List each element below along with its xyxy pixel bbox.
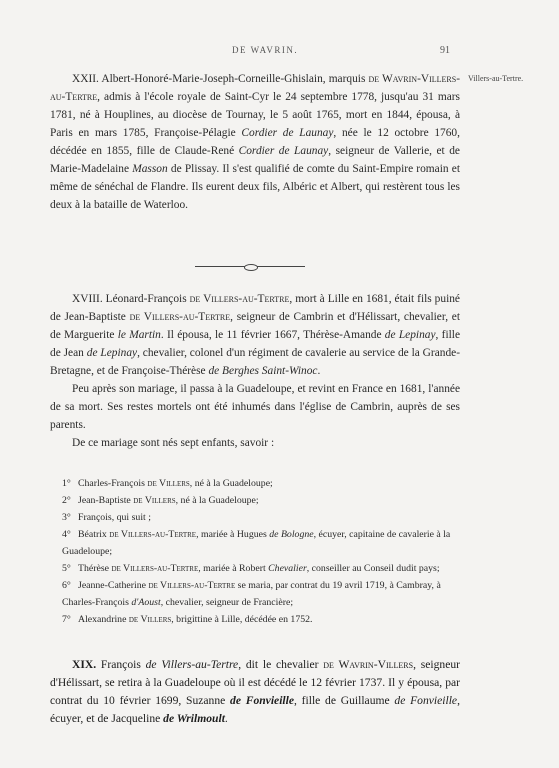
entry-xix	[50, 656, 460, 728]
entry-xviii-paragraph: XVIII. Léonard-François de Villers-au-Tertre, mort à Lille en 1681, était fils puiné de Jean-Baptiste de Villers-au-Tertre, seigneur de Cambrin et d'Hélissart, chevalier, et de Marguerite le Martin. Il épousa, le 11 février 1667, Thérèse-Amande de Lepinay, fille de Jean de Lepinay, chevalier, colonel d'un régiment de cavalerie au service de la Grande-Bretagne, et de Françoise-Thérèse de Berghes Saint-Winoc.	[50, 293, 461, 377]
page-number: 91	[440, 45, 450, 56]
list-item: 7° Alexandrine de Villers, brigittine à Lille, décédée en 1752.	[62, 614, 313, 625]
ornamental-divider	[195, 264, 305, 270]
list-item: 4° Béatrix de Villers-au-Tertre, mariée à Hugues de Bologne, écuyer, capitaine de cavalerie à la Guadeloupe;	[62, 529, 451, 557]
entry-xviii-paragraph-3: De ce mariage sont nés sept enfants, savoir :	[72, 437, 275, 449]
list-item: 2° Jean-Baptiste de Villers, né à la Guadeloupe;	[62, 495, 259, 506]
entry-xix-paragraph: XIX. François de Villers-au-Tertre, dit le chevalier de Wavrin-Villers, seigneur d'Hélissart, se retira à la Guadeloupe où il est décédé le 12 février 1737. Il y épousa, par contrat du 10 février 1699, Suzanne de Fonvieille, fille de Guillaume de Fonvieille, écuyer, et de Jacqueline de Wrilmoult.	[50, 658, 461, 725]
children-list	[62, 475, 462, 628]
list-item: 3° François, qui suit ;	[62, 512, 151, 523]
entry-xxii	[50, 70, 460, 214]
entry-xxii-paragraph: XXII. Albert-Honoré-Marie-Joseph-Corneille-Ghislain, marquis de Wavrin-Villers-au-Tertre, admis à l'école royale de Saint-Cyr le 24 septembre 1778, jusqu'au 31 mars 1781, né à Houplines, au diocèse de Tournay, le 5 août 1765, mort en 1844, épousa, à Paris en mars 1785, Françoise-Pélagie Cordier de Launay, née le 12 octobre 1760, décédée en 1855, fille de Claude-René Cordier de Launay, seigneur de Vallerie, et de Marie-Madelaine Masson de Plissay. Il s'est qualifié de comte du Saint-Empire romain et même de sénéchal de Flandre. Ils eurent deux fils, Albéric et Albert, qui restèrent tous les deux à la bataille de Waterloo.	[50, 73, 460, 211]
entry-number: XIX.	[72, 658, 97, 671]
divider-ornament-icon	[244, 264, 258, 271]
running-head	[0, 45, 559, 59]
list-item: 5° Thérèse de Villers-au-Tertre, mariée à Robert Chevalier, conseiller au Conseil dudit pays;	[62, 563, 440, 574]
running-title: DE WAVRIN.	[232, 45, 299, 55]
list-item: 6° Jeanne-Catherine de Villers-au-Tertre se maria, par contrat du 19 avril 1719, à Cambray, à Charles-François d'Aoust, chevalier, seigneur de Francière;	[62, 580, 441, 608]
entry-xviii	[50, 290, 460, 452]
margin-note: Villers-au-Tertre.	[468, 74, 524, 83]
list-item: 1° Charles-François de Villers, né à la Guadeloupe;	[62, 478, 273, 489]
entry-number: XXII.	[72, 73, 99, 85]
entry-number: XVIII.	[72, 293, 103, 305]
entry-xviii-paragraph-2: Peu après son mariage, il passa à la Guadeloupe, et revint en France en 1681, l'année de sa mort. Ses restes mortels ont été inhumés dans l'église de Cambrin, auprès de ses parents.	[50, 383, 460, 431]
